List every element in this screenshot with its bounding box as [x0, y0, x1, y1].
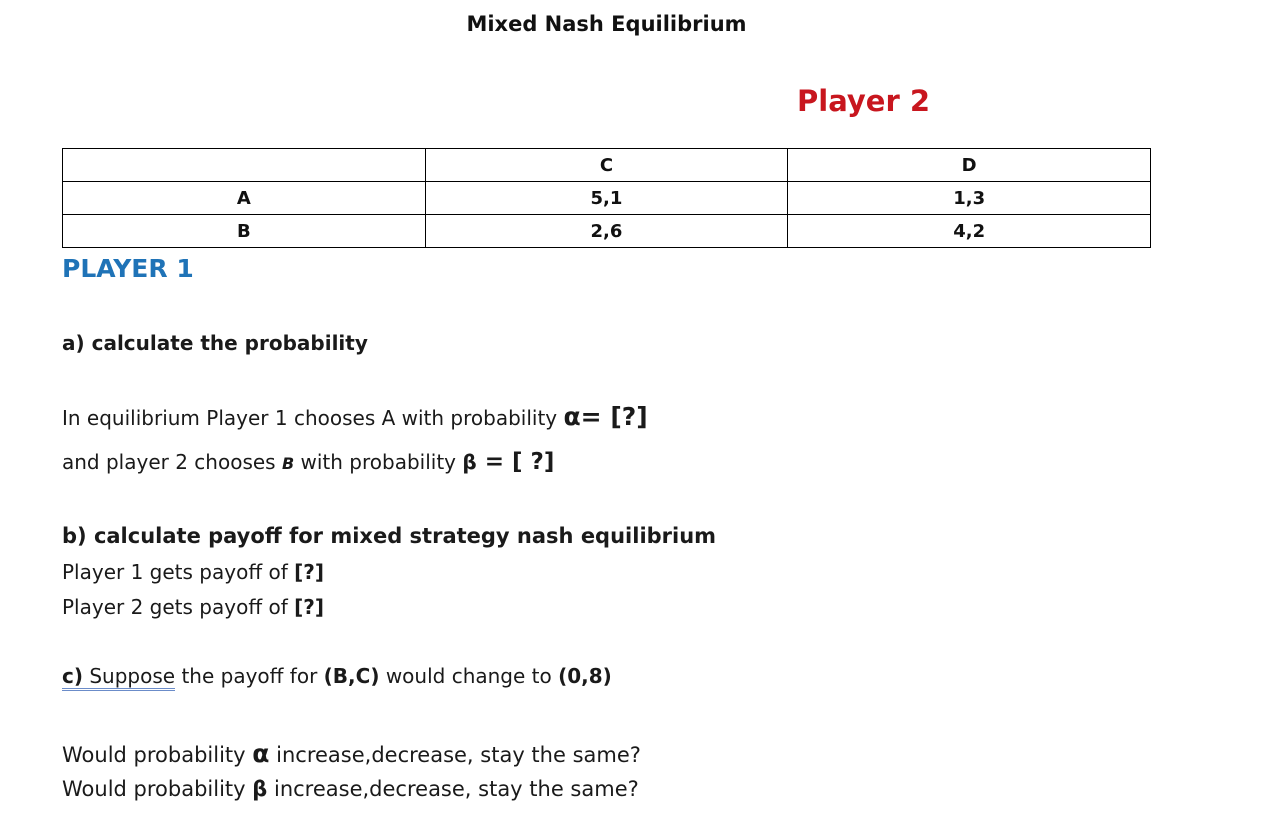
alpha-symbol: α — [563, 402, 581, 431]
part-c-suppose: Suppose — [83, 664, 176, 688]
part-b-line-1 — [62, 560, 324, 584]
part-c-q1-start: Would probability — [62, 743, 253, 767]
part-c-q1-alpha: α — [252, 739, 270, 768]
alpha-answer: = [?] — [580, 402, 648, 431]
part-a-line-1 — [62, 402, 648, 431]
part-c-mid-2: would change to — [379, 664, 559, 688]
part-c-q2-start: Would probability — [62, 777, 253, 801]
player-2-label: Player 2 — [797, 84, 931, 118]
page-title: Mixed Nash Equilibrium — [466, 12, 747, 36]
beta-symbol: β — [462, 450, 477, 474]
matrix-header-d: D — [788, 149, 1151, 182]
part-b-line-2 — [62, 595, 324, 619]
matrix-row-label-a: A — [63, 182, 426, 215]
part-c-question-2 — [62, 777, 639, 801]
part-b-heading: b) calculate payoff for mixed strategy nash equilibrium — [62, 524, 717, 548]
part-c-q2-beta: β — [252, 777, 268, 801]
part-c-line — [62, 664, 612, 688]
payoff-matrix — [62, 148, 1151, 248]
beta-answer: = [ ?] — [476, 449, 555, 475]
matrix-cell-bd: 4,2 — [788, 215, 1151, 248]
part-a-heading: a) calculate the probability — [62, 331, 368, 355]
part-c-new-payoff: (0,8) — [558, 664, 612, 688]
player-2-payoff-answer: [?] — [294, 595, 324, 619]
part-c-label: c) — [62, 664, 83, 688]
matrix-row-b — [63, 215, 1151, 248]
part-c-q1-end: increase,decrease, stay the same? — [269, 743, 641, 767]
matrix-cell-ac: 5,1 — [425, 182, 788, 215]
part-c-question-1 — [62, 739, 641, 768]
player-1-payoff-answer: [?] — [294, 560, 324, 584]
part-a-line-1-text: In equilibrium Player 1 chooses A with probability — [62, 406, 564, 430]
part-a-line-2-text-end: with probability — [294, 450, 463, 474]
part-c-label-group — [62, 664, 175, 691]
part-c-q2-end: increase,decrease, stay the same? — [267, 777, 639, 801]
matrix-cell-bc: 2,6 — [425, 215, 788, 248]
matrix-cell-ad: 1,3 — [788, 182, 1151, 215]
part-c-cell: (B,C) — [323, 664, 380, 688]
part-c-mid-1: the payoff for — [175, 664, 324, 688]
player-2-choice: B — [281, 454, 295, 473]
player-1-label: PLAYER 1 — [62, 254, 194, 283]
part-a-line-2-text-start: and player 2 chooses — [62, 450, 282, 474]
matrix-header-c: C — [425, 149, 788, 182]
matrix-row-label-b: B — [63, 215, 426, 248]
matrix-header-row — [63, 149, 1151, 182]
matrix-corner-cell — [63, 149, 426, 182]
matrix-row-a — [63, 182, 1151, 215]
part-b-line-1-text: Player 1 gets payoff of — [62, 560, 295, 584]
part-b-line-2-text: Player 2 gets payoff of — [62, 595, 295, 619]
part-a-line-2 — [62, 449, 554, 475]
